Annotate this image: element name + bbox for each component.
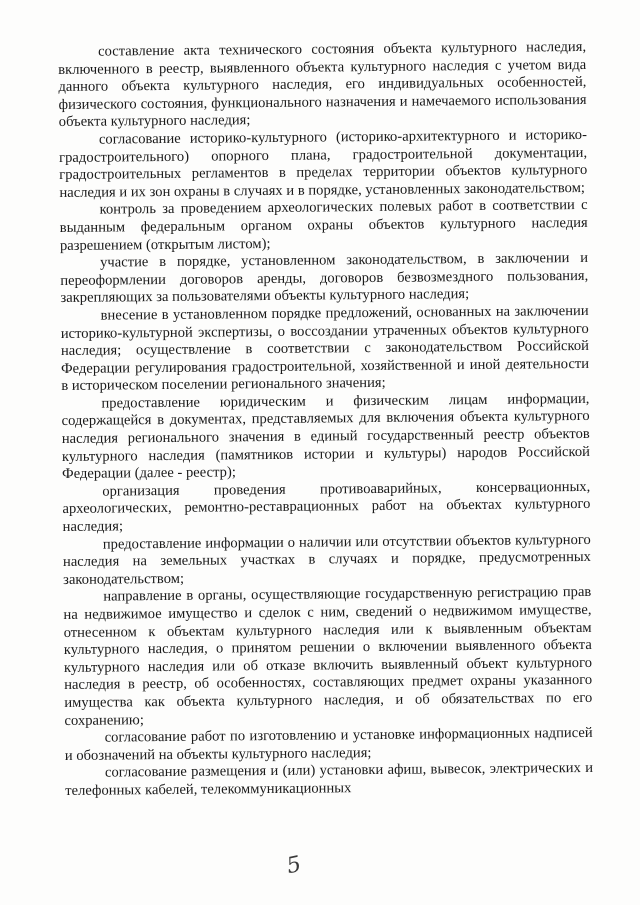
paragraph-posters-cables: согласование размещения и (или) установки афиш, вывесок, электрических и телефонных кабелей, телекоммуникационных (65, 760, 594, 799)
paragraph-registration-notice: направление в органы, осуществляющие государственную регистрацию прав на недвижимое имущество и сделок с ним, сведений о недвижимом имуществе, отнесенном к объектам культурного наследия или к выявленным объектам культурного наследия, о принятом решении о включении выявленного объекта культурного наследия или об отказе включить выявленный объект культурного наследия в реестр, об особенностях, составляющих предмет охраны указанного имущества как объекта культурного наследия, и об обязательствах по его сохранению; (63, 584, 593, 729)
paragraph-archaeology-control: контроль за проведением археологических полевых работ в соответствии с выданным федеральным органом охраны объектов культурного наследия разрешением (открытым листом); (59, 197, 588, 254)
page-number: 5 (284, 851, 304, 880)
paragraph-information-provision: предоставление юридическим и физическим лицам информации, содержащейся в документах, представляемых для включения объекта культурного наследия регионального значения в единый государственный реестр объектов культурного наследия (памятников истории и культуры) народов Российской Федерации (далее - реестр); (61, 390, 591, 483)
paragraph-technical-act: составление акта технического состояния объекта культурного наследия, включенного в реестр, выявленного объекта культурного наследия с учетом вида данного объекта культурного наследия, его индивидуальных особенностей, физического состояния, функционального назначения и намечаемого использования объекта культурного наследия; (58, 38, 587, 131)
paragraph-lease-agreements: участие в порядке, установленном законодательством, в заключении и переоформлении договоров аренды, договоров безвозмездного пользования, закрепляющих за пользователями объекты культурного наследия; (60, 250, 589, 307)
paragraph-signage-approval: согласование работ по изготовлению и установке информационных надписей и обозначений на объекты культурного наследия; (64, 725, 593, 764)
paragraph-works-organization: организация проведения противоаварийных, консервационных, археологических, ремонтно-реставрационных работ на объектах культурного наследия; (62, 478, 591, 536)
paragraph-reference-plan: согласование историко-культурного (историко-архитектурного и историко-градостроительного) опорного плана, градостроительной документации, градостроительных регламентов в пределах территории объектов культурного наследия и их зон охраны в случаях и в порядке, установленных законодательством; (59, 126, 588, 201)
paragraph-restoration-proposals: внесение в установленном порядке предложений, основанных на заключении историко-культурной экспертизы, о воссоздании утраченных объектов культурного наследия; осуществление в соответствии с законодательством Российской Федерации регулирования градостроительной, хозяйственной и иной деятельности в историческом поселении регионального значения; (60, 302, 590, 395)
paragraph-land-information: предоставление информации о наличии или отсутствии объектов культурного наследия на земельных участках в случаях и порядке, предусмотренных законодательством; (62, 531, 592, 588)
document-body (58, 39, 593, 801)
